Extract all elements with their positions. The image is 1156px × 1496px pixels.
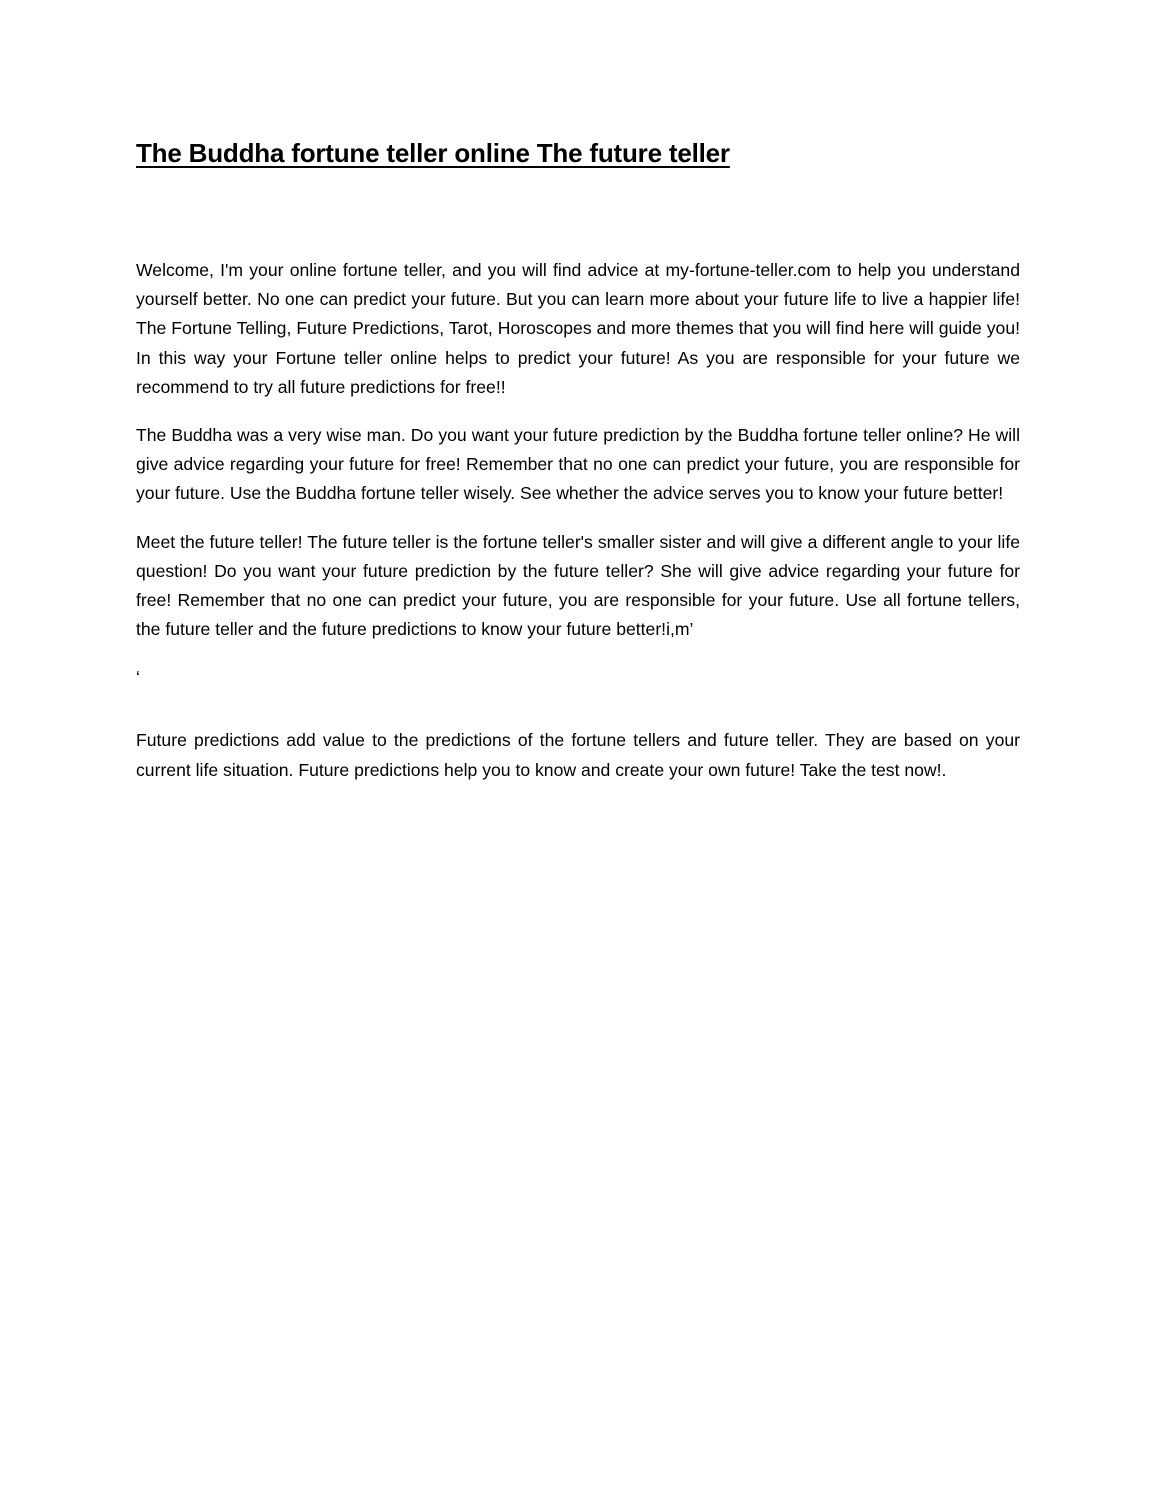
document-body	[136, 256, 1020, 804]
page-title: The Buddha fortune teller online The future teller	[136, 138, 730, 168]
paragraph-future-predictions: Future predictions add value to the predictions of the fortune tellers and future teller. They are based on your current life situation. Future predictions help you to know and create your own future! Take the test now!.	[136, 730, 1020, 780]
paragraph-welcome: Welcome, I'm your online fortune teller, and you will find advice at my-fortune-teller.com to help you understand yourself better. No one can predict your future. But you can learn more about your future life to live a happier life! The Fortune Telling, Future Predictions, Tarot, Horoscopes and more themes that you will find here will guide you! In this way your Fortune teller online helps to predict your future! As you are responsible for your future we recommend to try all future predictions for free!!	[136, 260, 1020, 397]
paragraph-buddha: The Buddha was a very wise man. Do you want your future prediction by the Buddha fortune teller online? He will give advice regarding your future for free! Remember that no one can predict your future, you are responsible for your future. Use the Buddha fortune teller wisely. See whether the advice serves you to know your future better!	[136, 425, 1020, 504]
paragraph-stray-quote: ‘	[136, 667, 140, 688]
paragraph-future-teller: Meet the future teller! The future teller is the fortune teller's smaller sister and will give a different angle to your life question! Do you want your future prediction by the future teller? She will give advice regarding your future for free! Remember that no one can predict your future, you are responsible for your future. Use all fortune tellers, the future teller and the future predictions to know your future better!i,m’	[136, 531, 1020, 640]
